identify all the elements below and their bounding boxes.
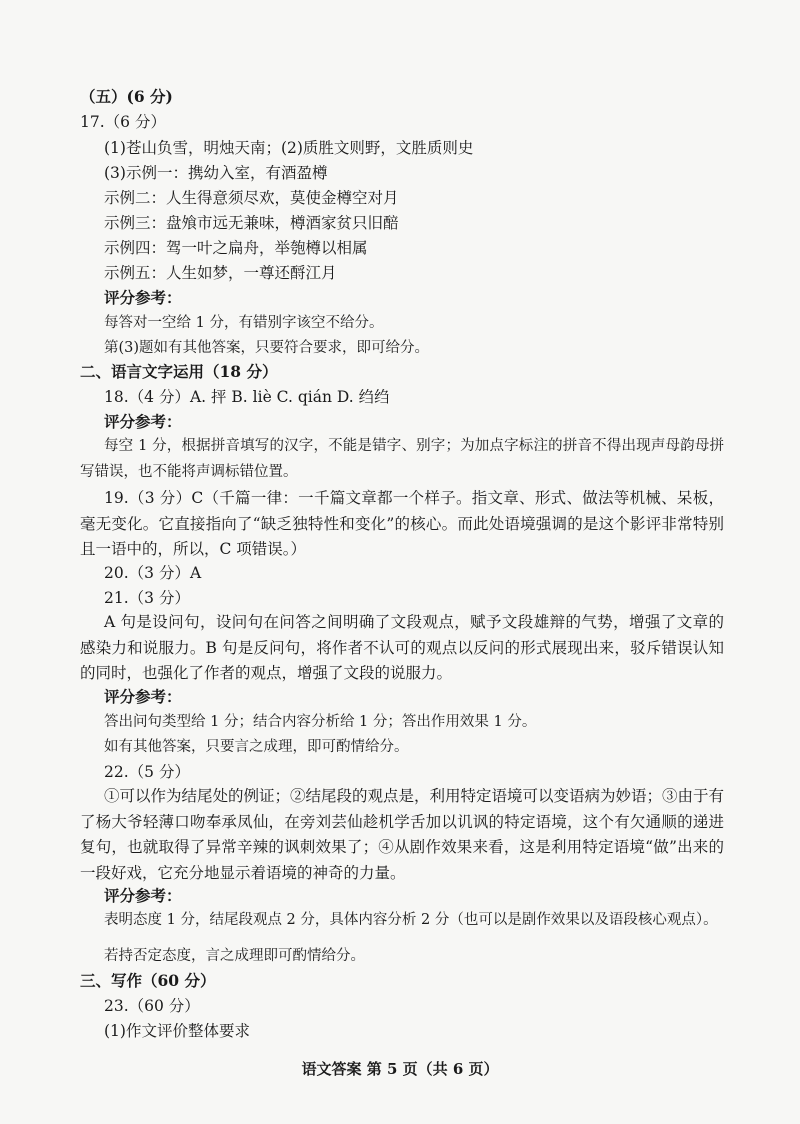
q17-example: 示例五：人生如梦，一尊还酹江月 <box>104 264 337 282</box>
scoring-title: 评分参考： <box>104 288 182 307</box>
part-heading: 二、语言文字运用（18 分） <box>80 362 278 381</box>
question-23-title: 23.（60 分） <box>104 997 200 1015</box>
question-21-title: 21.（3 分） <box>104 589 190 607</box>
section-heading: （五）(6 分) <box>80 87 173 106</box>
q17-answer-line: (3)示例一：携幼入室，有酒盈樽 <box>104 164 328 182</box>
scoring-note: 第(3)题如有其他答案，只要符合要求，即可给分。 <box>104 340 430 356</box>
question-18-title: 18.（4 分）A. 抨 B. liè C. qián D. 绉绉 <box>104 388 390 406</box>
q17-example: 示例二：人生得意须尽欢，莫使金樽空对月 <box>104 189 399 207</box>
scoring-title: 评分参考： <box>104 687 182 706</box>
question-17-title: 17.（6 分） <box>80 113 166 131</box>
scoring-paragraph: 表明态度 1 分，结尾段观点 2 分，具体内容分析 2 分（也可以是剧作效果以及语段核心观点）。 <box>104 912 718 928</box>
page-footer: 语文答案 第 5 页（共 6 页） <box>301 1060 499 1078</box>
scoring-note: 若持否定态度，言之成理即可酌情给分。 <box>104 948 365 964</box>
scoring-note: 每答对一空给 1 分，有错别字该空不给分。 <box>104 315 384 331</box>
question-19-answer: 19.（3 分）C（千篇一律：一千篇文章都一个样子。指文章、形式、做法等机械、呆板，毫无变化。它直接指向了“缺乏独特性和变化”的核心。而此处语境强调的是这个影评非常特别且一语中的，所以，C 项错误。） <box>80 489 724 559</box>
question-20-title: 20.（3 分）A <box>104 564 202 582</box>
scoring-title: 评分参考： <box>104 886 182 905</box>
q17-example: 示例三：盘飧市远无兼味，樽酒家贫只旧醅 <box>104 214 399 232</box>
part-heading: 三、写作（60 分） <box>80 971 216 990</box>
question-23-subtitle: (1)作文评价整体要求 <box>104 1022 250 1040</box>
q17-example: 示例四：驾一叶之扁舟，举匏樽以相属 <box>104 239 368 257</box>
question-21-answer: A 句是设问句，设问句在问答之间明确了文段观点，赋予文段雄辩的气势，增强了文章的感染力和说服力。B 句是反问句，将作者不认可的观点以反问的形式展现出来，驳斥错误认知的同时，也强化了作者的观点，增强了文段的说服力。 <box>80 613 724 683</box>
scoring-paragraph: 每空 1 分，根据拼音填写的汉字，不能是错字、别字；为加点字标注的拼音不得出现声母韵母拼写错误，也不能将声调标错位置。 <box>80 438 724 480</box>
q17-answer-line: (1)苍山负雪，明烛天南；(2)质胜文则野，文胜质则史 <box>104 139 474 157</box>
scoring-title: 评分参考： <box>104 412 182 431</box>
scoring-note: 答出问句类型给 1 分；结合内容分析给 1 分；答出作用效果 1 分。 <box>104 714 537 730</box>
question-22-answer: ①可以作为结尾处的例证；②结尾段的观点是，利用特定语境可以变语病为妙语；③由于有了杨大爷轻薄口吻奉承凤仙，在旁刘芸仙趁机学舌加以讥讽的特定语境，这个有欠通顺的递进复句，也就取得了异常辛辣的讽刺效果了；④从剧作效果来看，这是利用特定语境“做”出来的一段好戏，它充分地显示着语境的神奇的力量。 <box>80 787 725 882</box>
question-22-title: 22.（5 分） <box>104 763 190 781</box>
scoring-note: 如有其他答案，只要言之成理，即可酌情给分。 <box>104 739 409 755</box>
